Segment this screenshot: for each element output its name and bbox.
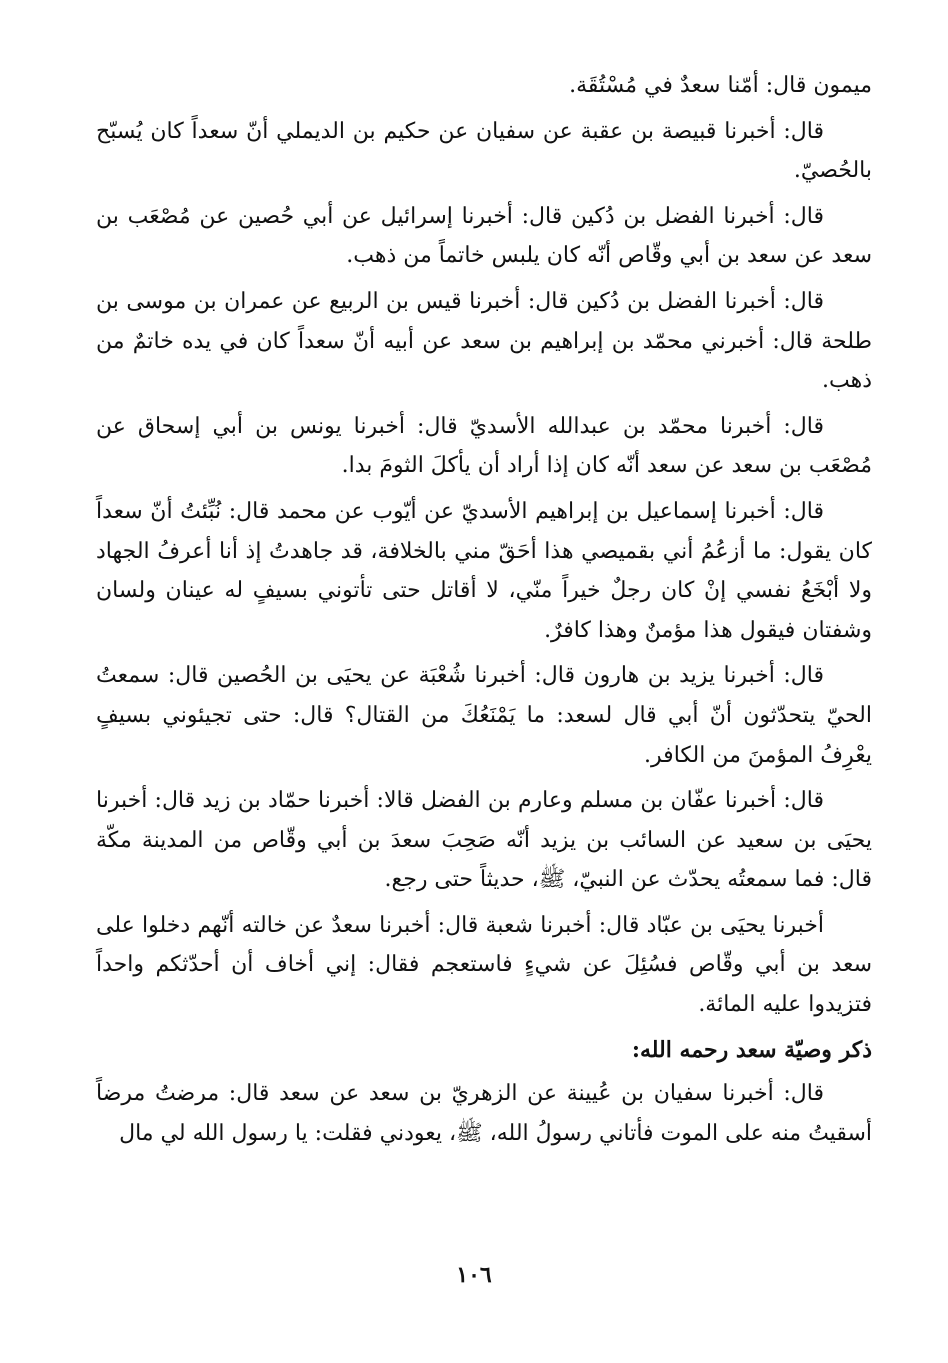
paragraph-8: قال: أخبرنا عفّان بن مسلم وعارم بن الفضل قالا: أخبرنا حمّاد بن زيد قال: أخبرنا يحيَى بن سعيد عن السائب بن يزيد أنّه صَحِبَ سعدَ بن أبي وقّاص من المدينة مكّة قال: فما سمعتُه يحدّث عن النبيّ، ﷺ، حديثاً حتى رجع. [96,788,872,893]
paragraph-2: قال: أخبرنا قبيصة بن عقبة عن سفيان عن حكيم بن الديملي أنّ سعداً كان يُسبّح بالحُصيّ. [96,118,872,184]
paragraph-4: قال: أخبرنا الفضل بن دُكين قال: أخبرنا قيس بن الربيع عن عمران بن موسى بن طلحة قال: أخبرني محمّد بن إبراهيم بن سعد عن أبيه أنّ سعداً كان في يده خاتمٌ من ذهب. [96,288,872,394]
page-body-text [96,66,872,1159]
paragraph-9: أخبرنا يحيَى بن عبّاد قال: أخبرنا شعبة قال: أخبرنا سعدٌ عن خالته أنّهم دخلوا على سعد بن أبي وقّاص فسُئِلَ عن شيءٍ فاستعجم فقال: إني أخاف أن أحدّثكم واحداً فتزيدوا عليه المائة. [96,912,872,1018]
paragraph-1: ميمون قال: أمّنا سعدٌ في مُسْتُقَة. [569,73,872,98]
paragraph-7: قال: أخبرنا يزيد بن هارون قال: أخبرنا شُعْبَة عن يحيَى بن الحُصين قال: سمعتُ الحيّ يتحدّثون أنّ أبي قال لسعد: ما يَمْنَعُكَ من القتال؟ قال: حتى تجيئوني بسيفٍ يعْرِفُ المؤمنَ من الكافر. [96,663,872,768]
page-number: ١٠٦ [456,1262,492,1288]
paragraph-final: قال: أخبرنا سفيان بن عُيينة عن الزهريّ بن سعد عن سعد قال: مرضتُ مرضاً أسقيتُ منه على الموت فأتاني رسولُ الله، ﷺ، يعودني فقلت: يا رسول الله لي مال [96,1081,872,1146]
paragraph-6: قال: أخبرنا إسماعيل بن إبراهيم الأسديّ عن أيّوب عن محمد قال: نُبِّئتُ أنّ سعداً كان يقول: ما أزعُمُ أني بقميصي هذا أحَقّ مني بالخلافة، قد جاهدتُ إذ أنا أعرفُ الجهاد ولا أبْخَعُ نفسي إنْ كان رجلٌ خيراً منّي، لا أقاتل حتى تأتوني بسيفٍ له عينان ولسان وشفتان فيقول هذا مؤمنٌ وهذا كافرٌ. [96,498,872,643]
section-heading: ذكر وصيّة سعد رحمه الله: [631,1036,872,1063]
paragraph-5: قال: أخبرنا محمّد بن عبدالله الأسديّ قال: أخبرنا يونس بن أبي إسحاق عن مُصْعَب بن سعد عن سعد أنّه كان إذا أراد أن يأكلَ الثومَ بدا. [96,413,872,479]
paragraph-3: قال: أخبرنا الفضل بن دُكين قال: أخبرنا إسرائيل عن أبي حُصين عن مُصْعَب بن سعد عن سعد بن أبي وقّاص أنّه كان يلبس خاتماً من ذهب. [96,203,872,269]
